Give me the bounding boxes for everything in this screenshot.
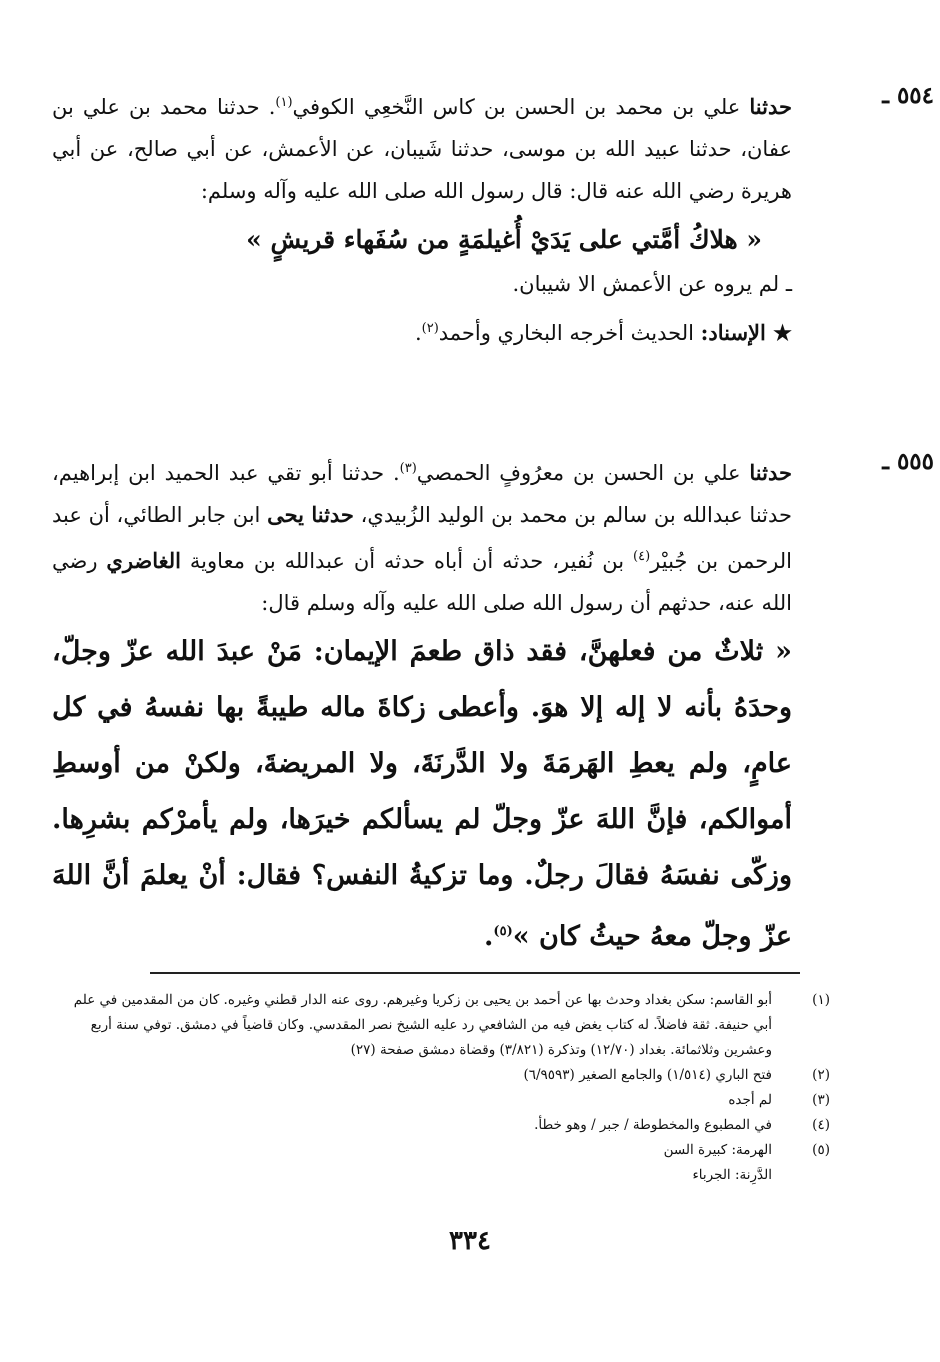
footnote-item xyxy=(70,1113,830,1138)
hadith-matn: « هلاكُ أمَّتي على يَدَيْ أُغيلمَةٍ من سُفَهاء قريشٍ » xyxy=(246,225,762,254)
footnote-number: (٣) xyxy=(812,1092,830,1108)
footnote-item xyxy=(70,1063,830,1088)
chain-text: علي بن محمد بن الحسن بن كاس النَّخعِي الكوفي xyxy=(292,95,750,119)
footnote-text: فتح الباري (١/٥١٤) والجامع الصغير (٦/٩٥٩٣) xyxy=(523,1067,772,1083)
footnote-text: لم أجده xyxy=(728,1092,772,1108)
chain-text: علي بن الحسن بن معرُوفٍ الحمصي xyxy=(416,461,750,485)
isnad-text: الحديث أخرجه البخاري وأحمد xyxy=(438,321,701,345)
footnote-text: الهرمة: كبيرة السن xyxy=(663,1142,772,1158)
hadith-chain xyxy=(52,82,792,212)
isnad-end: . xyxy=(414,321,422,345)
bold-phrase: الغاضري xyxy=(106,548,182,573)
footnote-ref: (٢) xyxy=(421,321,439,336)
isnad-line xyxy=(52,308,792,354)
isnad-label: ★ الإسناد: xyxy=(700,320,792,345)
chain-text: بن نُفير، حدثه أن أباه حدثه أن عبدالله بن معاوية xyxy=(181,549,634,573)
lead-word: حدثنا xyxy=(749,94,792,119)
hadith-number: ٥٥٥ ـ xyxy=(882,448,934,475)
matn-end: . xyxy=(484,921,494,952)
hadith-matn xyxy=(52,624,792,965)
hadith-number: ٥٥٤ ـ xyxy=(882,82,934,109)
hadith-555 xyxy=(52,448,934,965)
chain-text: رضي الله عنه، حدثهم أن رسول الله صلى الله عليه وآله وسلم قال: xyxy=(52,549,792,615)
footnote-text: في المطبوع والمخطوطة / جبر / وهو خطأ. xyxy=(534,1117,772,1133)
footnote-number: (٢) xyxy=(812,1067,830,1083)
footnote-ref: (١) xyxy=(275,95,293,110)
footnote-continuation: الدَّرِنة: الجرباء xyxy=(692,1167,772,1183)
footnote-item xyxy=(70,1088,830,1113)
footnote-ref: (٣) xyxy=(399,461,417,476)
chain-text: . حدثنا أبو تقي عبد الحميد ابن إبراهيم، حدثنا عبدالله بن سالم بن محمد بن الوليد الزُبيدي، xyxy=(52,461,793,527)
page-number: ٣٣٤ xyxy=(449,1226,491,1256)
footnote-divider xyxy=(150,972,800,974)
footnote-text: أبو القاسم: سكن بغداد وحدث بها عن أحمد بن يحيى بن زكريا وغيرهم. روى عنه الدار قطني وغيره. كان من المقدمين في علم أبي حنيفة. ثقة فاضلاً. له كتاب يغض فيه من الشافعي رد عليه الشيخ نصر المقدسي. وكان قاضياً في دمشق. توفي سنة أربع وعشرين وثلاثمائة. بغداد (١٢/٧٠) وتذكرة (٣/٨٢١) وقضاة دمشق صفحة (٢٧) xyxy=(73,992,772,1058)
narration-note: ـ لم يروه عن الأعمش الا شيبان. xyxy=(512,272,792,296)
footnotes xyxy=(70,988,830,1188)
hadith-chain xyxy=(52,448,792,624)
matn-text: « ثلاثٌ من فعلهنَّ، فقد ذاق طعمَ الإيمان: مَنْ عبدَ الله عزّ وجلّ، وحدَهُ بأنه لا إله إلا هوَ. وأعطى زكاةَ ماله طيبةً بها نفسهُ في كل عامٍ، ولم يعطِ الهَرمَةَ ولا الدَّرنَةَ، ولا المريضةَ، ولكنْ من أوسطِ أموالكم، فإنَّ اللهَ عزّ وجلّ لم يسألكم خيرَها، ولم يأمرْكم بشرِها. وزكّى نفسَهُ فقالَ رجلٌ. وما تزكيةُ النفس؟ فقال: أنْ يعلمَ أنَّ اللهَ عزّ وجلّ معهُ حيثُ كان » xyxy=(52,636,792,952)
chain-text: . حدثنا محمد بن علي بن عفان، حدثنا عبيد الله بن موسى، حدثنا شَيبان، عن الأعمش، عن أبي صالح، عن أبي هريرة رضي الله عنه قال: قال رسول الله صلى الله عليه وآله وسلم: xyxy=(52,95,792,203)
footnote-number: (٤) xyxy=(812,1117,830,1133)
footnote-number: (١) xyxy=(812,992,830,1008)
bold-phrase: حدثنا يحى xyxy=(267,502,354,527)
footnote-number: (٥) xyxy=(812,1142,830,1158)
chain-text: ابن جابر الطائي، أن عبد الرحمن بن جُبيْر xyxy=(52,503,792,573)
footnote-item xyxy=(70,988,830,1063)
footnote-ref: (٤) xyxy=(633,549,651,564)
footnote-ref: (٥) xyxy=(493,924,513,939)
footnote-item xyxy=(70,1138,830,1163)
lead-word: حدثنا xyxy=(749,460,792,485)
hadith-554 xyxy=(52,82,934,354)
